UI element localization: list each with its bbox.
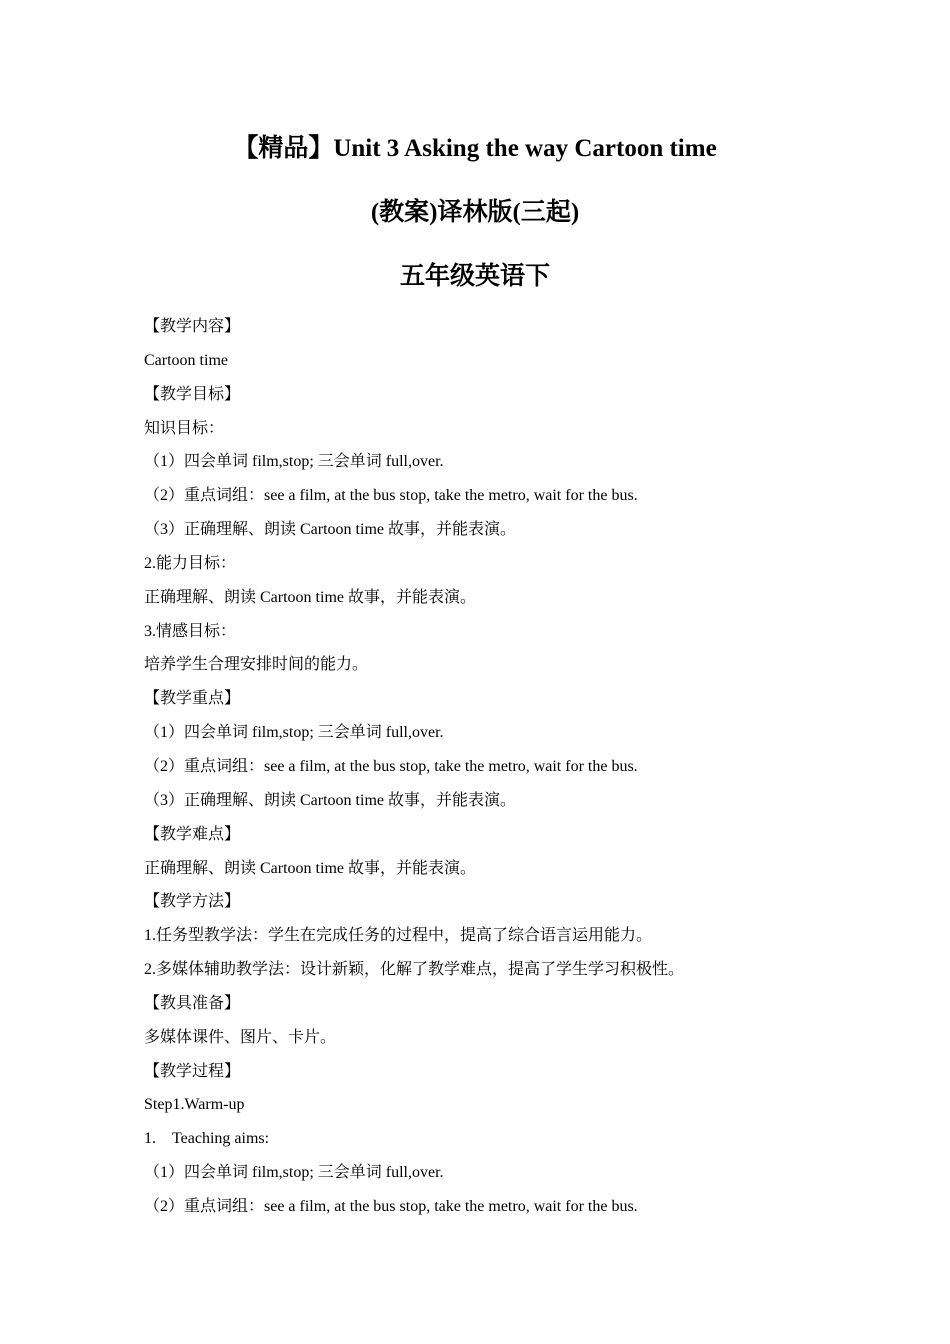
title-line-3: 五年级英语下: [399, 263, 550, 290]
paragraph: Step1.Warm-up: [144, 1096, 245, 1114]
paragraph: 1.任务型教学法：学生在完成任务的过程中，提高了综合语言运用能力。: [144, 927, 653, 945]
paragraph: 正确理解、朗读 Cartoon time 故事，并能表演。: [144, 588, 476, 606]
paragraph: （1）四会单词 film,stop; 三会单词 full,over.: [144, 453, 444, 471]
paragraph: （3）正确理解、朗读 Cartoon time 故事，并能表演。: [144, 521, 516, 539]
paragraph: （1）四会单词 film,stop; 三会单词 full,over.: [144, 724, 444, 742]
paragraph: （2）重点词组：see a film, at the bus stop, take the metro, wait for the bus.: [144, 1197, 638, 1215]
paragraph: 知识目标：: [144, 419, 225, 437]
section-heading-teaching-process: 【教学过程】: [144, 1062, 241, 1080]
paragraph: （1）四会单词 film,stop; 三会单词 full,over.: [144, 1164, 444, 1182]
paragraph: 2.能力目标：: [144, 554, 237, 572]
section-heading-teaching-content: 【教学内容】: [144, 318, 241, 335]
section-heading-methods: 【教学方法】: [144, 893, 241, 911]
paragraph: 2.多媒体辅助教学法：设计新颖，化解了教学难点，提高了学生学习积极性。: [144, 961, 685, 979]
title-line-1: 【精品】Unit 3 Asking the way Cartoon time: [233, 135, 717, 162]
paragraph: （2）重点词组：see a film, at the bus stop, take the metro, wait for the bus.: [144, 487, 638, 505]
paragraph: （3）正确理解、朗读 Cartoon time 故事，并能表演。: [144, 791, 516, 809]
paragraph: 多媒体课件、图片、卡片。: [144, 1028, 337, 1046]
document-body: [144, 316, 864, 1230]
section-heading-key-points: 【教学重点】: [144, 690, 241, 708]
paragraph: Cartoon time: [144, 351, 228, 369]
paragraph: 3.情感目标：: [144, 622, 237, 640]
paragraph: （2）重点词组：see a film, at the bus stop, take the metro, wait for the bus.: [144, 757, 638, 775]
section-heading-teaching-objectives: 【教学目标】: [144, 385, 241, 403]
title-line-2: (教案)译林版(三起): [370, 199, 580, 226]
section-heading-teaching-aids: 【教具准备】: [144, 994, 241, 1012]
paragraph: 培养学生合理安排时间的能力。: [144, 656, 369, 674]
section-heading-difficulties: 【教学难点】: [144, 825, 241, 843]
paragraph: 正确理解、朗读 Cartoon time 故事，并能表演。: [144, 859, 476, 877]
paragraph: 1. Teaching aims:: [144, 1130, 270, 1148]
